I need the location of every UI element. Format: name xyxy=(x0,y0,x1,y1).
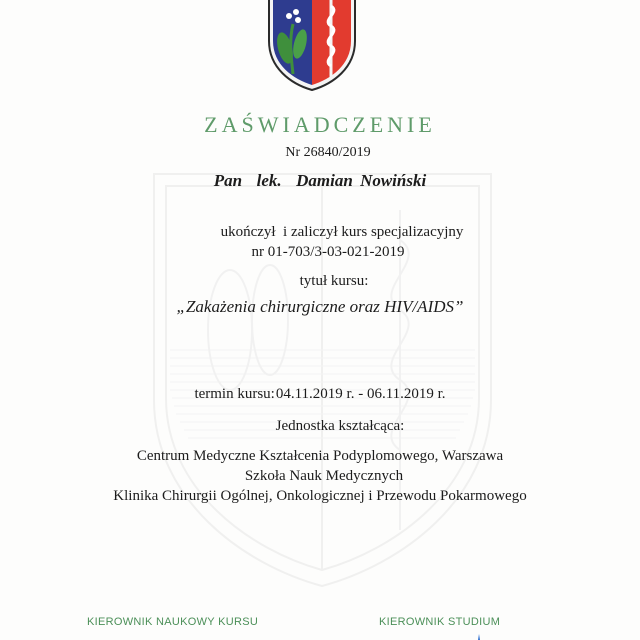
training-unit-label: Jednostka kształcąca: xyxy=(275,418,405,434)
training-unit-line: Szkoła Nauk Medycznych xyxy=(244,468,404,484)
course-term xyxy=(0,386,640,403)
certificate-title: ZAŚWIADCZENIE xyxy=(204,112,436,137)
course-title-label: tytuł kursu: xyxy=(299,273,369,289)
certificate-number: Nr 26840/2019 xyxy=(285,145,371,160)
training-unit-line: Centrum Medyczne Kształcenia Podyplomowego, Warszawa xyxy=(136,448,504,464)
course-number: nr 01-703/3-03-021-2019 xyxy=(251,244,405,260)
course-title: „Zakażenia chirurgiczne oraz HIV/AIDS” xyxy=(176,297,464,316)
completion-statement: ukończył i zaliczył kurs specjalizacyjny xyxy=(220,224,464,240)
recipient-name: Pan lek. Damian Nowiński xyxy=(213,171,427,190)
term-label: termin kursu: xyxy=(194,386,275,402)
ink-mark-icon xyxy=(476,634,482,640)
scientific-director-label: KIEROWNIK NAUKOWY KURSU xyxy=(87,616,259,628)
term-value: 04.11.2019 r. - 06.11.2019 r. xyxy=(275,386,446,402)
crest-emblem-icon xyxy=(267,0,357,91)
study-director-label: KIEROWNIK STUDIUM xyxy=(379,616,501,628)
training-unit-line: Klinika Chirurgii Ogólnej, Onkologicznej i Przewodu Pokarmowego xyxy=(113,488,527,504)
